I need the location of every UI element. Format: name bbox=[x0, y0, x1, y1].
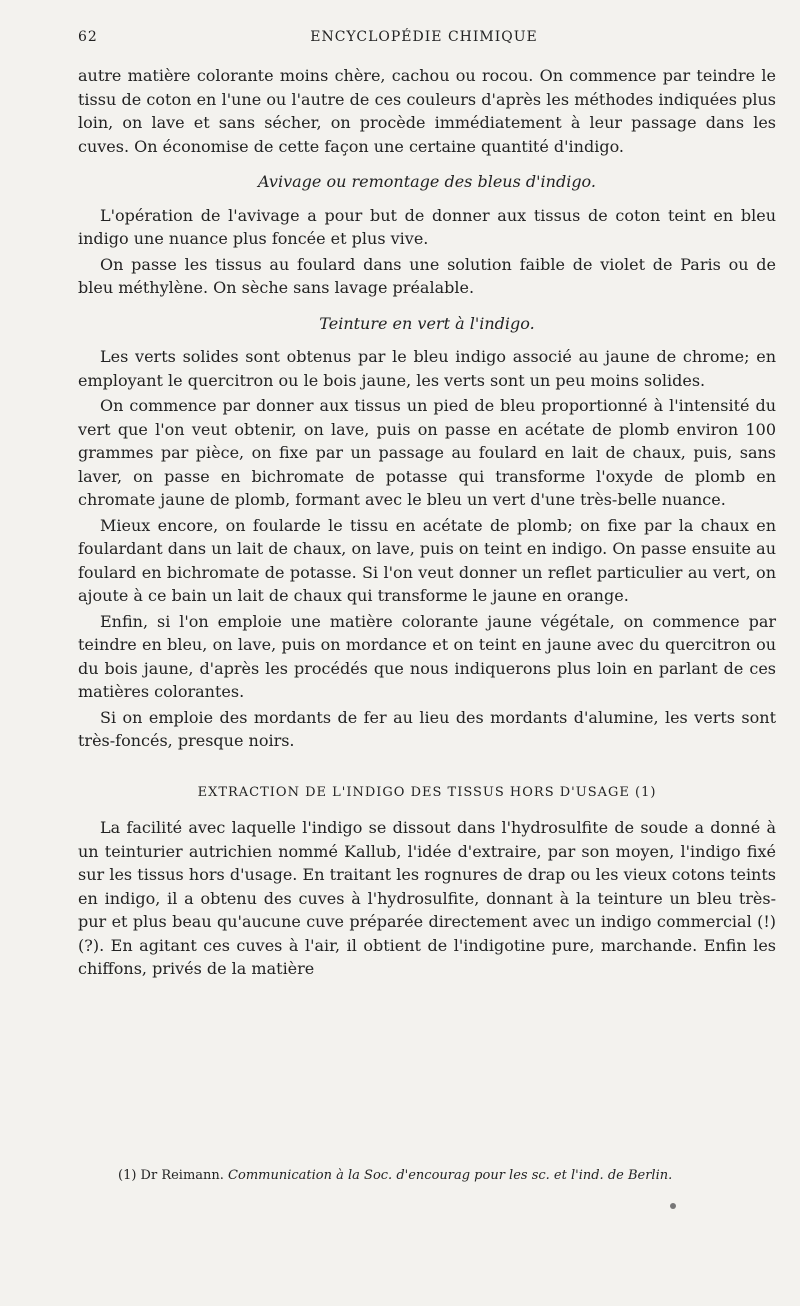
page-header bbox=[78, 29, 770, 53]
paragraph: Enfin, si l'on emploie une matière colorante jaune végétale, on commence par teindre en bleu, on lave, puis on mordance et on teint en jaune avec du quercitron ou du bois jaune, d'après les procédés que nous indiquerons plus loin en parlant de ces matières colorantes. bbox=[78, 611, 776, 701]
section-title: EXTRACTION DE L'INDIGO DES TISSUS HORS D'USAGE (1) bbox=[197, 784, 657, 800]
paragraph: Les verts solides sont obtenus par le bleu indigo associé au jaune de chrome; en employant le quercitron ou le bois jaune, les verts sont un peu moins solides. bbox=[78, 347, 776, 390]
section-title: Teinture en vert à l'indigo. bbox=[319, 313, 535, 333]
footnote bbox=[118, 1168, 770, 1183]
paragraph: On passe les tissus au foulard dans une solution faible de violet de Paris ou de bleu méthylène. On sèche sans lavage préalable. bbox=[78, 254, 776, 297]
footnote-prefix: (1) Dr Reimann. bbox=[118, 1168, 229, 1183]
ink-speck bbox=[670, 1203, 676, 1209]
paragraph: autre matière colorante moins chère, cachou ou rocou. On commence par teindre le tissu de coton en l'une ou l'autre de ces couleurs d'après les méthodes indiquées plus loin, on lave et sans sécher, on procède immédiatement à leur passage dans les cuves. On économise de cette façon une certaine quantité d'indigo. bbox=[78, 66, 776, 156]
paragraph: Si on emploie des mordants de fer au lieu des mordants d'alumine, les verts sont très-foncés, presque noirs. bbox=[78, 707, 776, 750]
paragraph: L'opération de l'avivage a pour but de donner aux tissus de coton teint en bleu indigo une nuance plus foncée et plus vive. bbox=[78, 205, 776, 248]
paragraph: Mieux encore, on foularde le tissu en acétate de plomb; on fixe par la chaux en foulardant dans un lait de chaux, on lave, puis on teint en indigo. On passe ensuite au foulard en bichromate de potasse. Si l'on veut donner un reflet particulier au vert, on ajoute à ce bain un lait de chaux qui transforme le jaune en orange. bbox=[78, 515, 776, 605]
page-body bbox=[78, 64, 776, 983]
section-title: Avivage ou remontage des bleus d'indigo. bbox=[258, 172, 596, 191]
footnote-text: Communication à la Soc. d'encourag pour les sc. et l'ind. de Berlin. bbox=[228, 1168, 673, 1183]
running-head: ENCYCLOPÉDIE CHIMIQUE bbox=[310, 29, 538, 45]
paragraph: On commence par donner aux tissus un pied de bleu proportionné à l'intensité du vert que l'on veut obtenir, on lave, puis on passe en acétate de plomb environ 100 grammes par pièce, on fixe par un passage au foulard en lait de chaux, puis, sans laver, on passe en bichromate de potasse qui transforme l'oxyde de plomb en chromate jaune de plomb, formant avec le bleu un vert d'une très-belle nuance. bbox=[78, 396, 776, 509]
page-number: 62 bbox=[78, 29, 98, 45]
paragraph: La facilité avec laquelle l'indigo se dissout dans l'hydrosulfite de soude a donné à un teinturier autrichien nommé Kallub, l'idée d'extraire, par son moyen, l'indigo fixé sur les tissus hors d'usage. En traitant les rognures de drap ou les vieux cotons teints en indigo, il a obtenu des cuves à l'hydrosulfite, donnant à la teinture un bleu très-pur et plus beau qu'aucune cuve préparée directement avec un indigo commercial (!) (?). En agitant ces cuves à l'air, il obtient de l'indigotine pure, marchande. Enfin les chiffons, privés de la matière bbox=[78, 818, 776, 978]
